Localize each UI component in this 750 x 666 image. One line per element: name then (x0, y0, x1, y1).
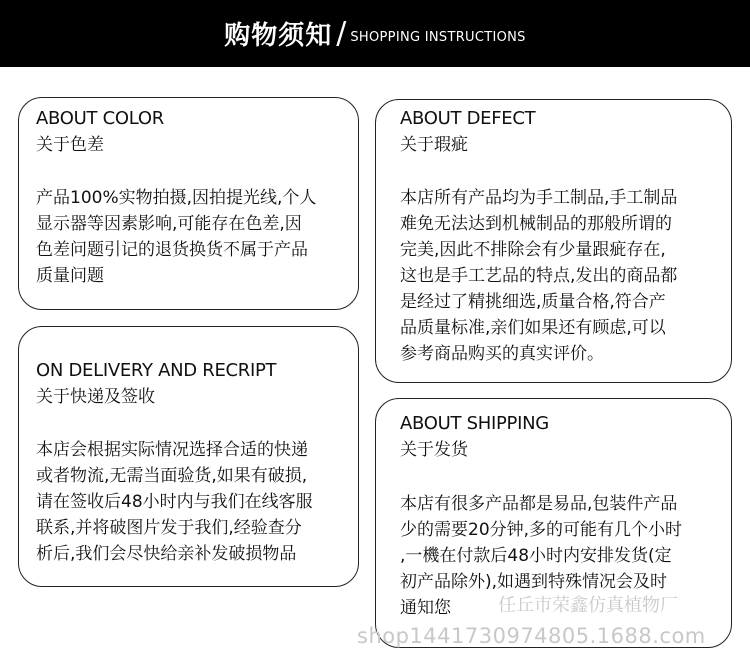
card-title-en: ABOUT SHIPPING (400, 413, 549, 434)
body-line: 初产品除外),如遇到特殊情况会及时 (400, 572, 668, 592)
body-line: 本店有很多产品都是易品,包装件产品 (400, 494, 678, 514)
card-on-delivery (18, 326, 359, 587)
body-line: 是经过了精挑细选,质量合格,符合产 (400, 292, 666, 312)
body-line: 难免无法达到机械制品的那般所谓的 (400, 214, 672, 234)
watermark-company: 任丘市荣鑫仿真植物厂 (498, 595, 678, 616)
card-title-en: ON DELIVERY AND RECRIPT (36, 360, 277, 381)
body-line: 本店会根据实际情况选择合适的快递 (36, 440, 308, 460)
header-title-en: SHOPPING INSTRUCTIONS (350, 29, 526, 45)
body-line: 通知您 (400, 598, 451, 618)
card-about-color (18, 97, 359, 310)
body-line: 完美,因此不排除会有少量跟疵存在, (400, 240, 666, 260)
card-body (36, 185, 316, 289)
body-line: 少的需要20分钟,多的可能有几个小时 (400, 520, 683, 540)
card-body (400, 185, 677, 367)
card-title-en: ABOUT DEFECT (400, 108, 536, 129)
card-body (36, 437, 313, 567)
body-line: 这也是手工艺品的特点,发出的商品都 (400, 266, 678, 286)
body-line: 请在签收后48小时内与我们在线客服 (36, 492, 313, 512)
card-title-en: ABOUT COLOR (36, 108, 164, 129)
body-line: 品质量标准,亲们如果还有顾虑,可以 (400, 318, 666, 338)
body-line: 质量问题 (36, 266, 104, 286)
body-line: 析后,我们会尽快给亲补发破损物品 (36, 544, 297, 564)
body-line: ,一機在付款后48小时内安排发货(定 (400, 546, 672, 566)
body-line: 联系,并将破图片发于我们,经验查分 (36, 518, 302, 538)
card-title-cn: 关于发货 (400, 440, 468, 460)
header-title-cn: 购物须知 (224, 21, 333, 51)
body-line: 产品100%实物拍摄,因拍提光线,个人 (36, 188, 317, 208)
body-line: 本店所有产品均为手工制品,手工制品 (400, 188, 678, 208)
card-about-defect (375, 99, 732, 383)
card-title-cn: 关于快递及签收 (36, 387, 155, 407)
card-title-cn: 关于色差 (36, 135, 104, 155)
header-separator: / (336, 16, 347, 51)
card-title-cn: 关于瑕疵 (400, 135, 468, 155)
body-line: 或者物流,无需当面验货,如果有破损, (36, 466, 308, 486)
body-line: 色差问题引记的退货换货不属于产品 (36, 240, 308, 260)
page-header (0, 0, 750, 67)
body-line: 参考商品购买的真实评价。 (400, 344, 604, 364)
body-line: 显示器等因素影响,可能存在色差,因 (36, 214, 302, 234)
watermark-shop-url: shop1441730974805.1688.com (357, 624, 706, 648)
